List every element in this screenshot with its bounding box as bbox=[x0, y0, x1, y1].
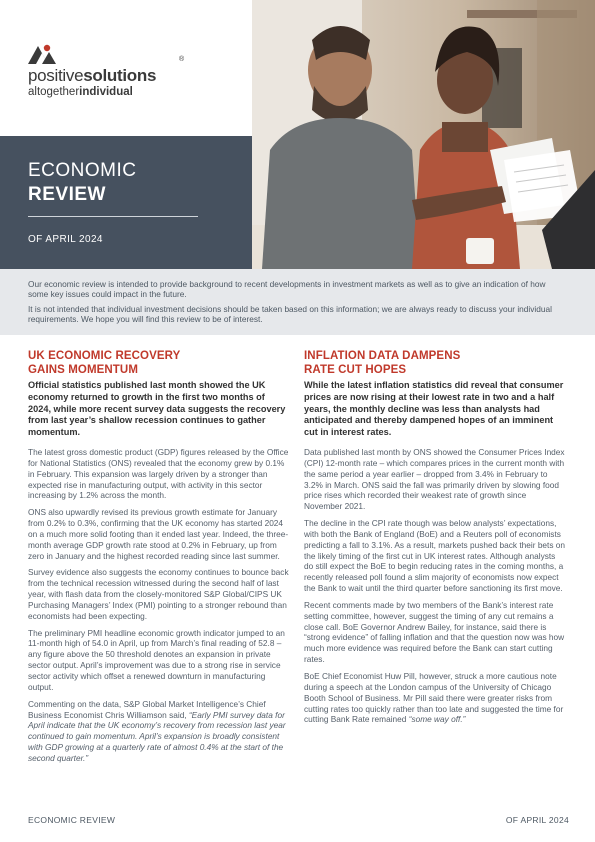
article-paragraph: Data published last month by ONS showed the Consumer Prices Index (CPI) 12-month rate – which compares prices in the current month with the same period a year earlier – dropped from 3.4% in February to 3.2% in March. ONS said the fall was primarily driven by slowing food price rises which recorded their weakest rate of growth since November 2021. bbox=[304, 446, 565, 512]
article-paragraph: Recent comments made by two members of the Bank’s interest rate setting committee, however, suggest the timing of any cut remains a close call. BoE Governor Andrew Bailey, for instance, said there is “strong evidence” of falling inflation and that the question now was how much more evidence was required before the Bank can start cutting rates. bbox=[304, 599, 565, 665]
article-paragraph: ONS also upwardly revised its previous growth estimate for January from 0.2% to 0.3%, confirming that the UK economy has started 2024 on a much more solid footing than it ended last year. Indeed, the three-month average GDP growth rate stood at 0.2% in February, up from zero in January and the highest recorded reading since last summer. bbox=[28, 507, 289, 561]
quote-text: “Early PMI survey data for April indicate that the UK economy’s recovery from recession last year continued to gain momentum. April’s expansion is broadly consistent with GDP growing at a quarterly rate of almost 0.4% at the start of the second quarter.” bbox=[28, 709, 286, 763]
article-paragraph: BoE Chief Economist Huw Pill, however, struck a more cautious note during a speech at the London campus of the University of Chicago Booth School of Business. Mr Pill said there were greater risks from cutting rates too quickly rather than too late and suggested the time for cutting Bank Rate remained “some way off.” bbox=[304, 671, 564, 725]
intro-paragraph-2: It is not intended that individual investment decisions should be taken based on this information; we are always ready to discuss your individual requirements. We hope you will find this review to be of interest. bbox=[28, 303, 552, 325]
article-heading: INFLATION DATA DAMPENS RATE CUT HOPES bbox=[304, 350, 461, 376]
article-paragraph: Survey evidence also suggests the economy continues to bounce back from the technical recession witnessed during the second half of last year, with flash data from the closely-monitored S&P Global/CIPS UK Purchasing Managers’ Index (PMI) pointing to a stronger rebound than economists had been expecting. bbox=[28, 567, 289, 621]
triangle-people-icon bbox=[28, 44, 64, 66]
quote-text: “some way off.” bbox=[408, 714, 466, 725]
article-paragraph: Commenting on the data, S&P Global Market Intelligence’s Chief Business Economist Chris Williamson said, “Early PMI survey data for April indicate that the UK economy’s recovery from recession last year continued to gain momentum. April’s expansion is broadly consistent with GDP growing at a quarterly rate of almost 0.4% at the start of the second quarter.” bbox=[28, 698, 286, 763]
article-paragraph: The latest gross domestic product (GDP) figures released by the Office for National Statistics (ONS) revealed that the economy grew by 0.1% in February. This expansion was largely driven by a stronger than expected rise in manufacturing output, with activity in this sector increasing by 1.2% across the month. bbox=[28, 446, 289, 501]
article-lead: Official statistics published last month showed the UK economy returned to growth in the first two months of 2024, while more recent survey data suggests the recovery from last year’s shallow recession continues to gather momentum. bbox=[28, 380, 286, 438]
couple-reviewing-documents-photo bbox=[252, 0, 595, 269]
footer-title: ECONOMIC REVIEW bbox=[28, 815, 116, 825]
article-lead: While the latest inflation statistics did reveal that consumer prices are now rising at their lowest rate in two and a half years, the monthly decline was less than analysts had anticipated and thereby dampened hopes of an imminent cut in interest rates. bbox=[304, 380, 564, 438]
photo-illustration bbox=[252, 0, 595, 269]
title-divider bbox=[28, 216, 198, 217]
brand-logo bbox=[28, 44, 228, 104]
title-panel bbox=[0, 136, 252, 269]
footer-date: OF APRIL 2024 bbox=[505, 815, 569, 825]
article-paragraph: The decline in the CPI rate though was below analysts’ expectations, with both the Bank of England (BoE) and a Reuters poll of economists predicting a fall to 3.1%. As a result, markets pushed back their bets on the likely timing of the first cut in UK interest rates. Although analysts do still expect the BoE to begin reducing rates in the coming months, a recently released poll found a slim majority of economists now expect the Bank to wait until the third quarter before sanctioning its first move. bbox=[304, 518, 566, 594]
article-heading: UK ECONOMIC RECOVERY GAINS MOMENTUM bbox=[28, 350, 181, 376]
article-uk-recovery bbox=[28, 350, 290, 770]
brand-name: positivesolutions bbox=[28, 66, 157, 85]
intro-band bbox=[0, 269, 595, 335]
issue-date: OF APRIL 2024 bbox=[28, 234, 103, 245]
title-economic: ECONOMIC bbox=[28, 160, 137, 181]
title-review: REVIEW bbox=[28, 184, 106, 205]
article-inflation bbox=[304, 350, 566, 731]
registered-mark: ® bbox=[179, 56, 185, 63]
article-paragraph: The preliminary PMI headline economic growth indicator jumped to an 11-month high of 54.0 in April, up from March’s final reading of 52.8 – any figure above the 50 threshold denotes an expansion in private sector output. April’s improvement was due to a strong rise in service sector activity which offset a renewed downturn in manufacturing output. bbox=[28, 627, 285, 692]
brand-tagline: altogetherindividual bbox=[28, 86, 133, 98]
intro-paragraph-1: Our economic review is intended to provide background to recent developments in investment markets as well as to give an indication of how some key issues could impact in the future. bbox=[28, 279, 546, 300]
